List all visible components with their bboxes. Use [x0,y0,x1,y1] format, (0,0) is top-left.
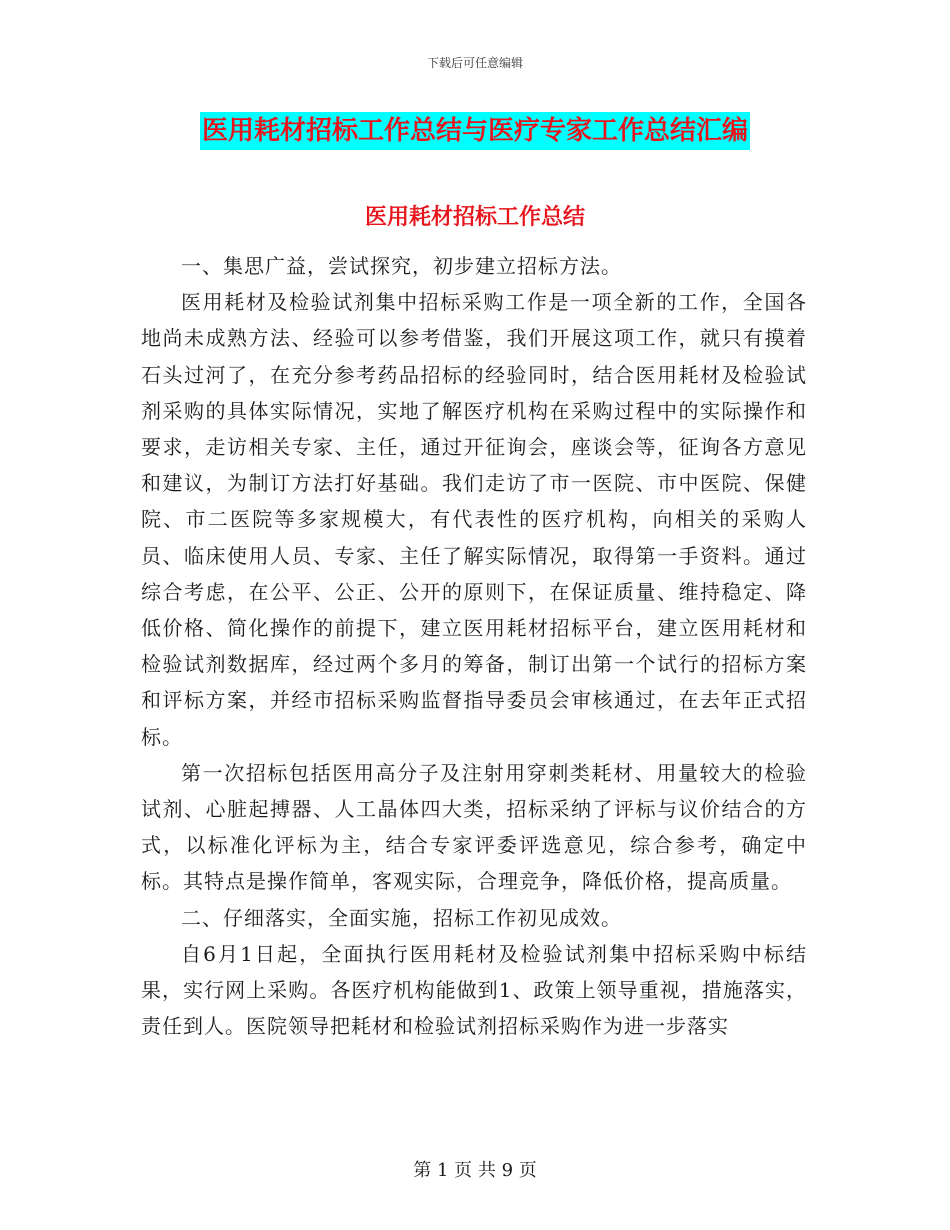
paragraph-heading-1: 一、集思广益，尝试探究，初步建立招标方法。 [181,254,622,278]
paragraph: 第一次招标包括医用高分子及注射用穿刺类耗材、用量较大的检验试剂、心脏起搏器、人工晶体四大类，招标采纳了评标与议价结合的方式，以标准化评标为主，结合专家评委评选意见，综合参考，确定中标。其特点是操作简单，客观实际，合理竞争，降低价格，提高质量。 [141,760,807,894]
section-title: 医用耗材招标工作总结 [364,205,585,230]
paragraph-heading-2: 二、仔细落实，全面实施，招标工作初见成效。 [181,905,622,930]
page-number-footer: 第 1 页 共 9 页 [413,1160,537,1181]
paragraph: 自6月1日起，全面执行医用耗材及检验试剂集中招标采购中标结果，实行网上采购。各医疗机构能做到1、政策上领导重视，措施落实，责任到人。医院领导把耗材和检验试剂招标采购作为进一步落实 [141,941,807,1039]
paragraph: 医用耗材及检验试剂集中招标采购工作是一项全新的工作，全国各地尚未成熟方法、经验可以参考借鉴，我们开展这项工作，就只有摸着石头过河了，在充分参考药品招标的经验同时，结合医用耗材及检验试剂采购的具体实际情况，实地了解医疗机构在采购过程中的实际操作和要求，走访相关专家、主任，通过开征询会，座谈会等，征询各方意见和建议，为制订方法打好基础。我们走访了市一医院、市中医院、保健院、市二医院等多家规模大，有代表性的医疗机构，向相关的采购人员、临床使用人员、专家、主任了解实际情况，取得第一手资料。通过综合考虑，在公平、公正、公开的原则下，在保证质量、维持稳定、降低价格、简化操作的前提下，建立医用耗材招标平台，建立医用耗材和检验试剂数据库，经过两个多月的筹备，制订出第一个试行的招标方案和评标方案，并经市招标采购监督指导委员会审核通过，在去年正式招标。 [141,290,807,749]
document-title-text: 医用耗材招标工作总结与医疗专家工作总结汇编 [200,112,750,150]
document-title [0,112,950,150]
header-note: 下载后可任意编辑 [426,56,523,70]
document-body [141,248,807,1044]
